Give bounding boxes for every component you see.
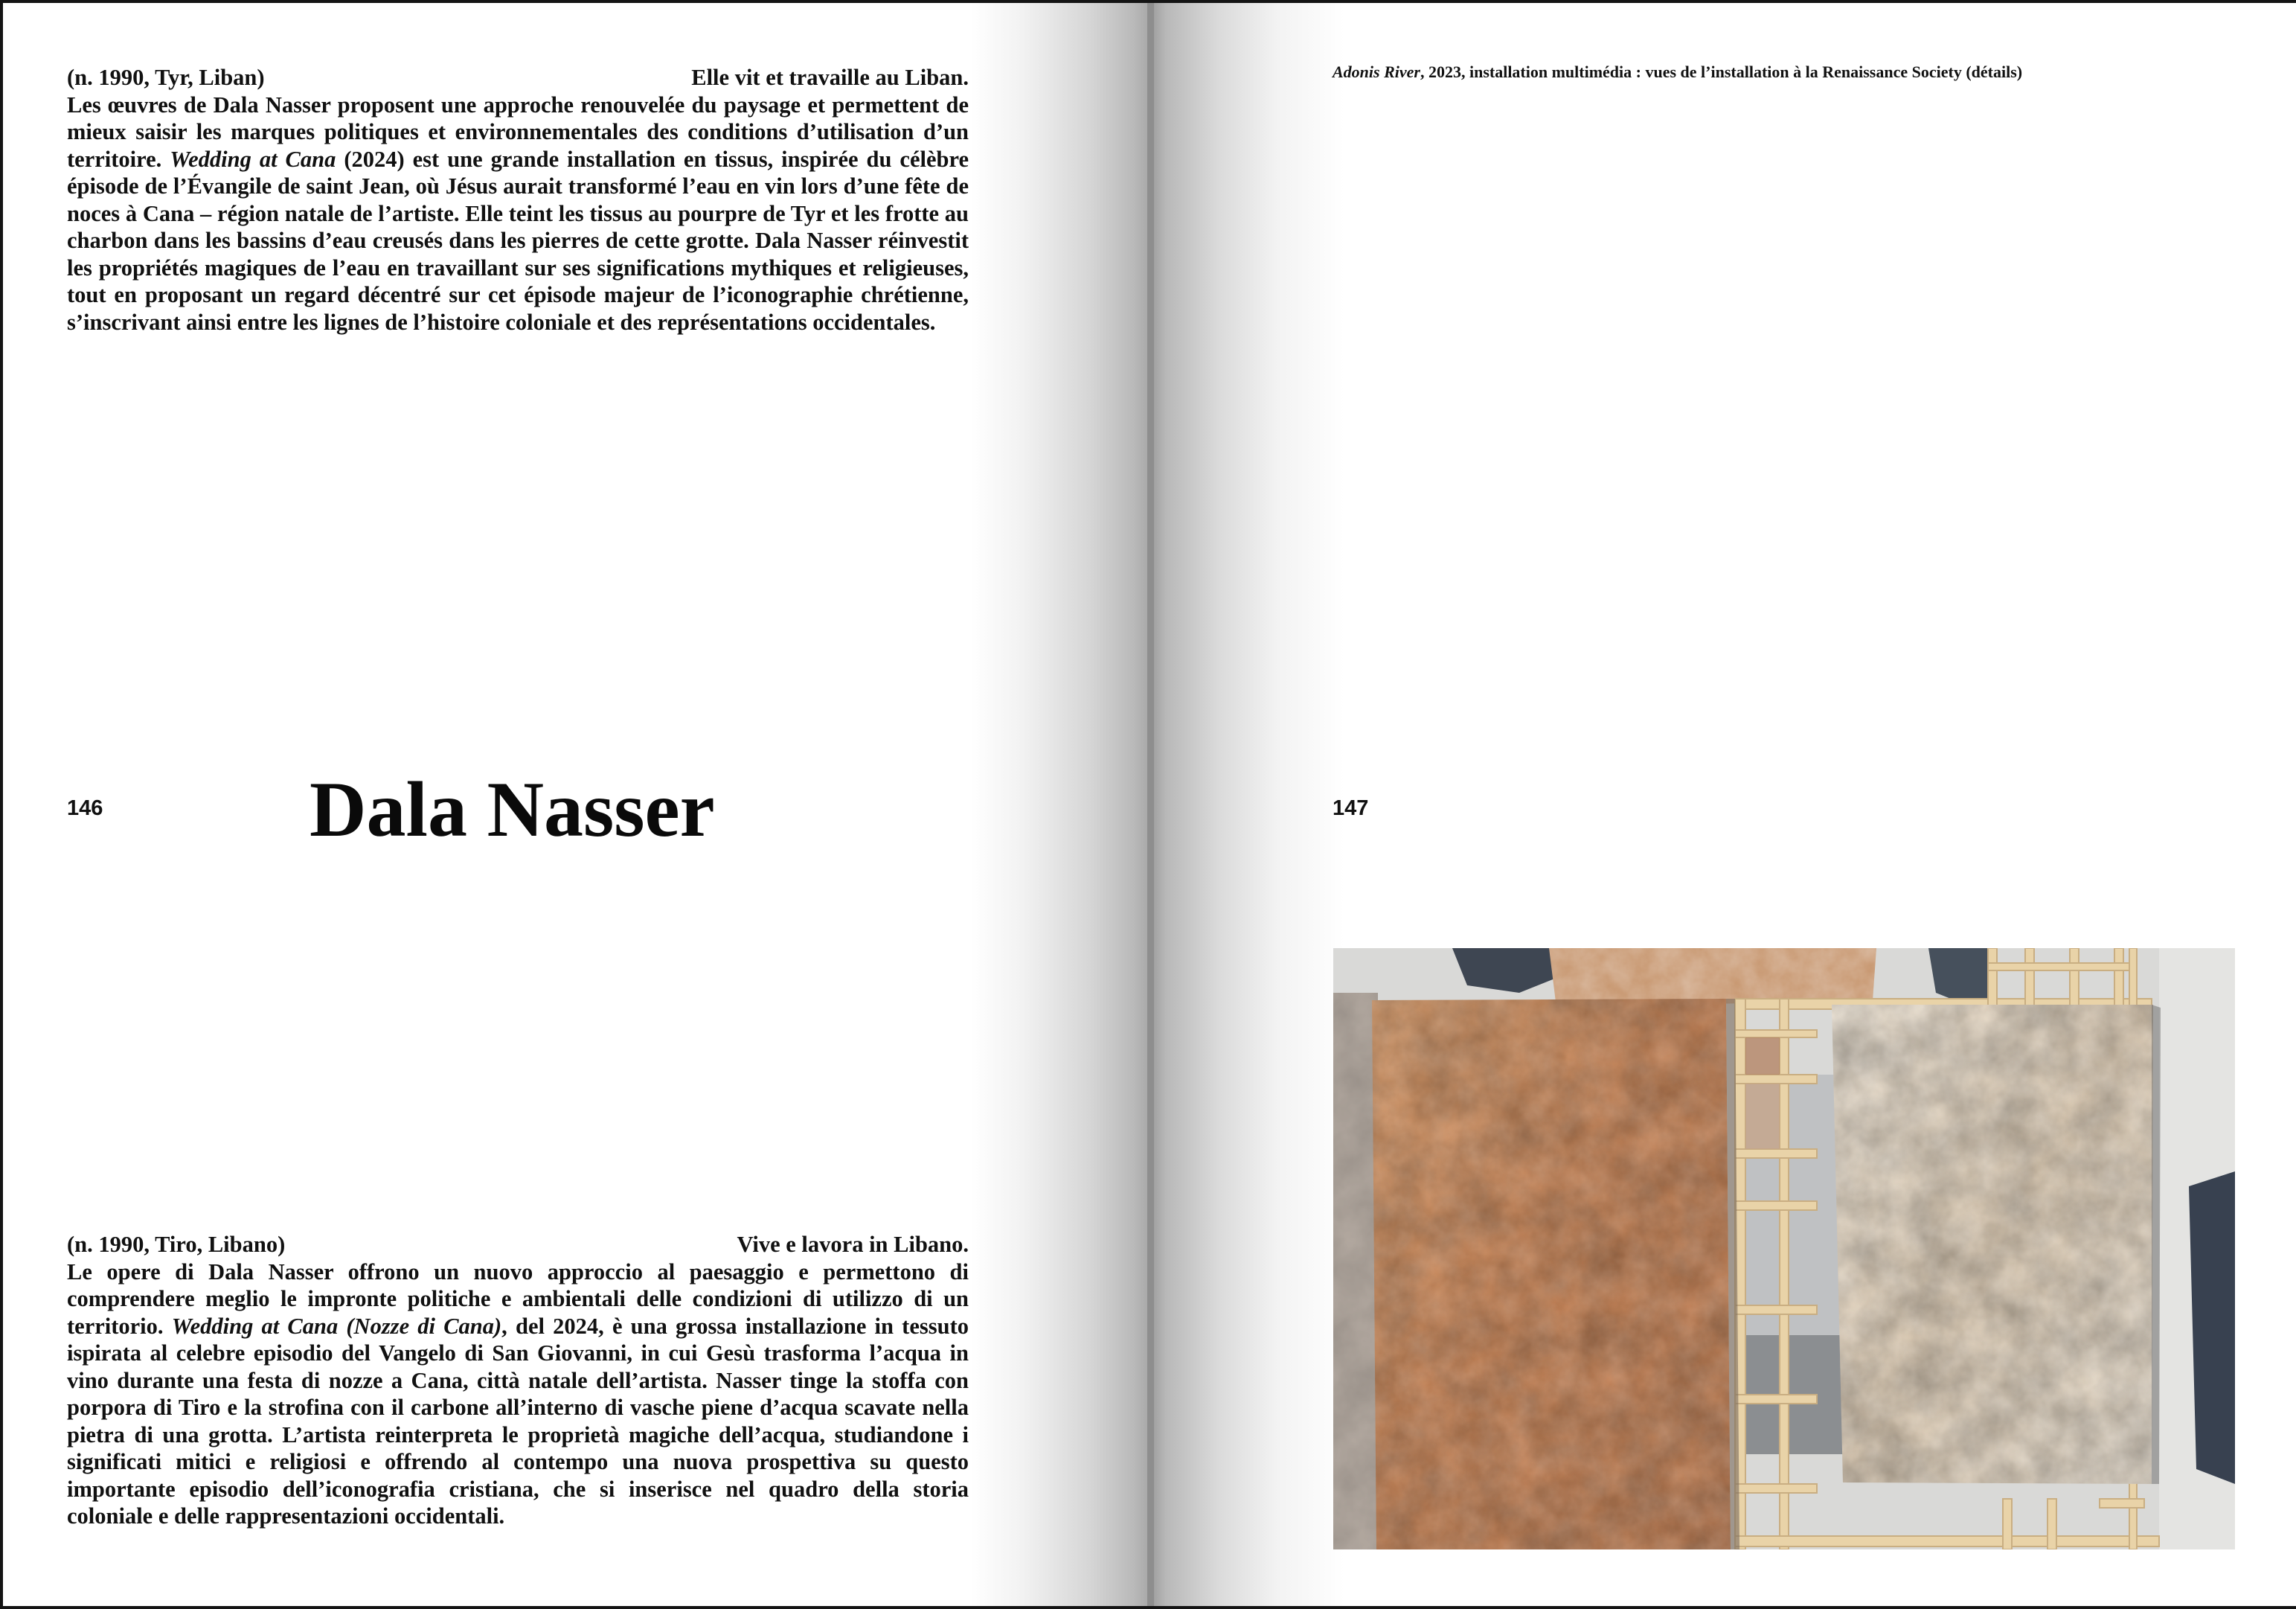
- residence-it: Vive e lavora in Libano.: [737, 1232, 969, 1257]
- bio-french: [67, 64, 969, 336]
- left-page: [3, 3, 1151, 1606]
- caption-work-title: Adonis River: [1333, 63, 1420, 81]
- bio-fr-text-part-1: Les œuvres de Dala Nasser proposent une approche renouvelée du paysage et permettent de mieux saisir les marques politiques et environnementales des conditions d’utilisation d’un territoire.: [67, 92, 969, 172]
- bio-fr-text-part-2: (2024) est une grande installation en tissus, inspirée du célèbre épisode de l’Évangile de saint Jean, où Jésus aurait transformé l’eau en vin lors d’une fête de noces à Cana – région natale de l’artiste. Elle teint les tissus au pourpre de Tyr et les frotte au charbon dans les bassins d’eau creusés dans les pierres de cette grotte. Dala Nasser réinvestit les propriétés magiques de l’eau en travaillant sur ses significations mythiques et religieuses, tout en proposant un regard décentré sur cet épisode majeur de l’iconographie chrétienne, s’inscrivant ainsi entre les lignes de l’histoire coloniale et des représentations occidentales.: [67, 146, 969, 335]
- installation-photo-artwork: [1333, 948, 2235, 1549]
- bio-italian-header: [67, 1231, 969, 1258]
- work-title-fr: Wedding at Cana: [170, 146, 336, 172]
- birth-info-fr: (n. 1990, Tyr, Liban): [67, 65, 265, 90]
- installation-photo: [1333, 948, 2235, 1549]
- bio-it-text-part-2: , del 2024, è una grossa installazione in tessuto ispirata al celebre episodio del Vangelo di San Giovanni, in cui Gesù trasforma l’acqua in vino durante una festa di nozze a Cana, città natale dell’artista. Nasser tinge la stoffa con porpora di Tiro e la strofina con il carbone all’interno di vasche piene d’acqua scavate nella pietra di una grotta. L’artista reinterpreta le proprietà magiche dell’acqua, studiandone i significati mitici e religiosi e offrendo al contempo una nuova prospettiva su questo importante episodio dell’iconografia cristiana, che si inserisce nel quadro della storia coloniale e delle rappresentazioni occidentali.: [67, 1313, 969, 1529]
- bio-text-fr: [67, 92, 969, 336]
- artist-name-title: Dala Nasser: [310, 766, 715, 853]
- image-caption: [1333, 63, 2022, 82]
- bio-french-header: [67, 64, 969, 92]
- page-number-left: 146: [67, 796, 103, 820]
- book-gutter: [1147, 3, 1154, 1606]
- birth-info-it: (n. 1990, Tiro, Libano): [67, 1232, 286, 1257]
- caption-text: , 2023, installation multimédia : vues de l’installation à la Renaissance Society (détails): [1420, 63, 2023, 81]
- work-title-it: Wedding at Cana (Nozze di Cana): [171, 1313, 502, 1339]
- page-number-right: 147: [1333, 796, 1369, 820]
- bio-text-it: [67, 1258, 969, 1530]
- bio-it-text-part-1: Le opere di Dala Nasser offrono un nuovo approccio al paesaggio e permettono di comprendere meglio le impronte politiche e ambientali delle condizioni di utilizzo di un territorio.: [67, 1258, 969, 1339]
- residence-fr: Elle vit et travaille au Liban.: [691, 65, 969, 90]
- bio-italian: [67, 1231, 969, 1530]
